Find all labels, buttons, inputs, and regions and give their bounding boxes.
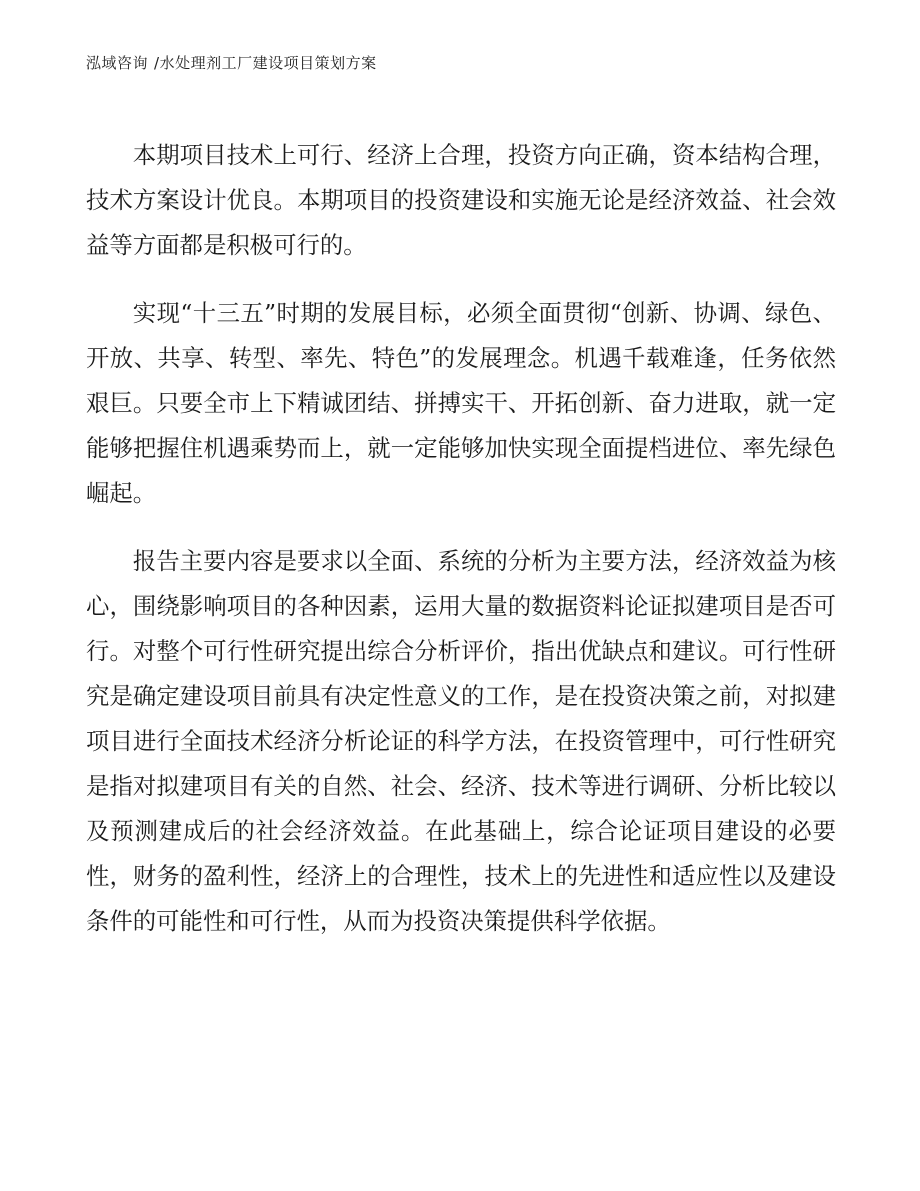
paragraph-2: 实现“十三五”时期的发展目标，必须全面贯彻“创新、协调、绿色、开放、共享、转型、率先、特色”的发展理念。机遇千载难逢，任务依然艰巨。只要全市上下精诚团结、拼搏实干、开拓创新、奋力进取，就一定能够把握住机遇乘势而上，就一定能够加快实现全面提档进位、率先绿色崛起。 xyxy=(86,299,836,507)
header-doc-title: /水处理剂工厂建设项目策划方案 xyxy=(154,54,377,72)
header-company: 泓域咨询 xyxy=(86,54,149,72)
paragraph-3: 报告主要内容是要求以全面、系统的分析为主要方法，经济效益为核心，围绕影响项目的各种因素，运用大量的数据资料论证拟建项目是否可行。对整个可行性研究提出综合分析评价，指出优缺点和建议。可行性研究是确定建设项目前具有决定性意义的工作，是在投资决策之前，对拟建项目进行全面技术经济分析论证的科学方法，在投资管理中，可行性研究是指对拟建项目有关的自然、社会、经济、技术等进行调研、分析比较以及预测建成后的社会经济效益。在此基础上，综合论证项目建设的必要性，财务的盈利性，经济上的合理性，技术上的先进性和适应性以及建设条件的可能性和可行性，从而为投资决策提供科学依据。 xyxy=(86,547,836,935)
body-text xyxy=(86,133,836,967)
running-header xyxy=(86,52,377,73)
paragraph-1: 本期项目技术上可行、经济上合理，投资方向正确，资本结构合理，技术方案设计优良。本期项目的投资建设和实施无论是经济效益、社会效益等方面都是积极可行的。 xyxy=(86,141,836,259)
